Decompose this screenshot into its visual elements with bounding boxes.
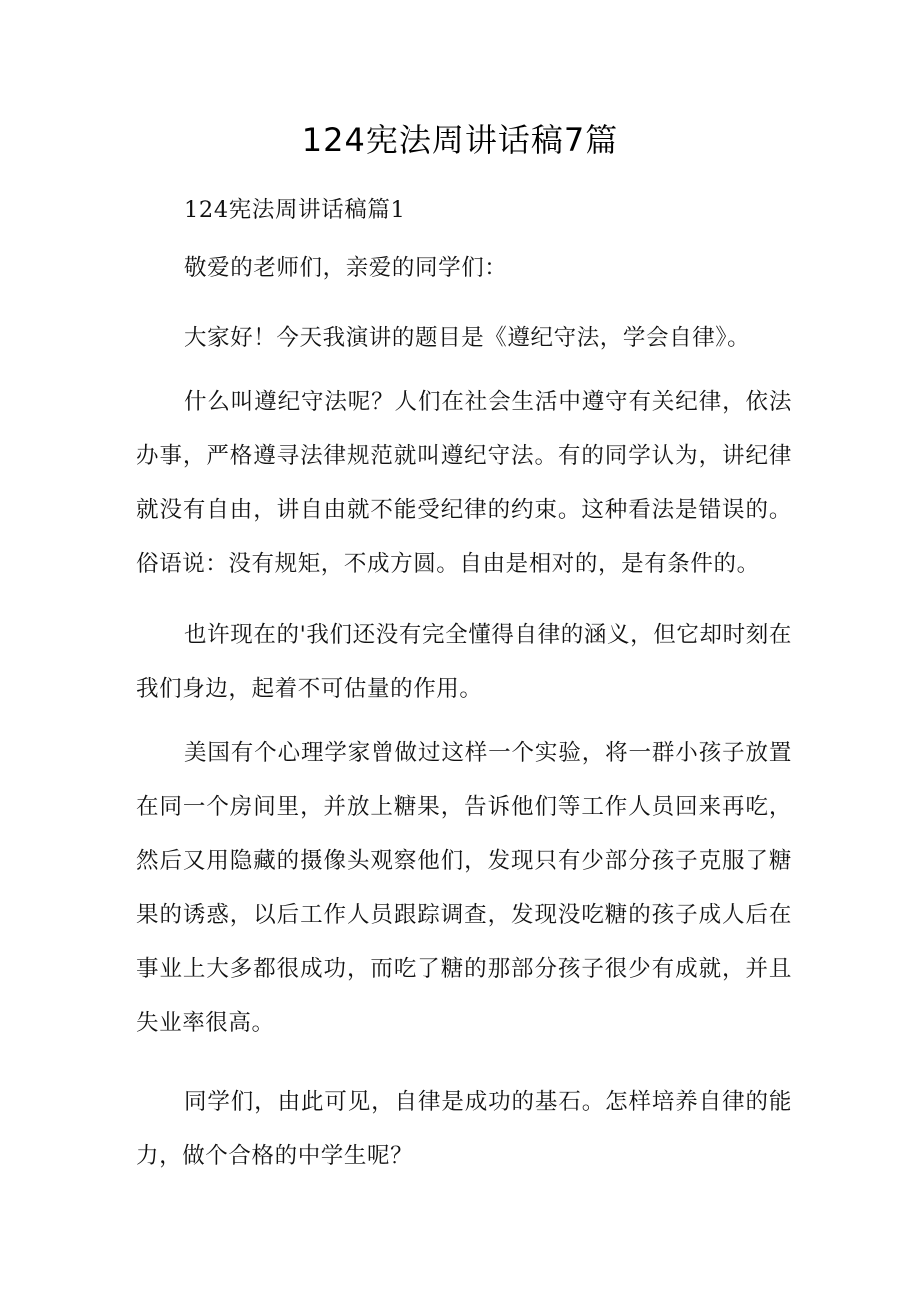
paragraph-salutation: 敬爱的老师们，亲爱的同学们：	[184, 255, 508, 281]
paragraph-conclusion: 同学们，由此可见，自律是成功的基石。怎样培养自律的能力，做个合格的中学生呢？	[136, 1089, 792, 1169]
paragraph-experiment: 美国有个心理学家曾做过这样一个实验，将一群小孩子放置在同一个房间里，并放上糖果，告诉他们等工作人员回来再吃，然后又用隐藏的摄像头观察他们，发现只有少部分孩子克服了糖果的诱惑，以后工作人员跟踪调查，发现没吃糖的孩子成人后在事业上大多都很成功，而吃了糖的那部分孩子很少有成就，并且失业率很高。	[136, 740, 792, 1036]
paragraph-definition: 什么叫遵纪守法呢？人们在社会生活中遵守有关纪律，依法办事，严格遵寻法律规范就叫遵纪守法。有的同学认为，讲纪律就没有自由，讲自由就不能受纪律的约束。这种看法是错误的。俗语说：没有规矩，不成方圆。自由是相对的，是有条件的。	[136, 389, 792, 577]
section-heading: 124宪法周讲话稿篇1	[184, 197, 406, 223]
document-title: 124宪法周讲话稿7篇	[301, 121, 619, 159]
paragraph-self-discipline: 也许现在的'我们还没有完全懂得自律的涵义，但它却时刻在我们身边，起着不可估量的作用。	[136, 622, 792, 702]
paragraph-greeting: 大家好！今天我演讲的题目是《遵纪守法，学会自律》。	[184, 325, 751, 351]
